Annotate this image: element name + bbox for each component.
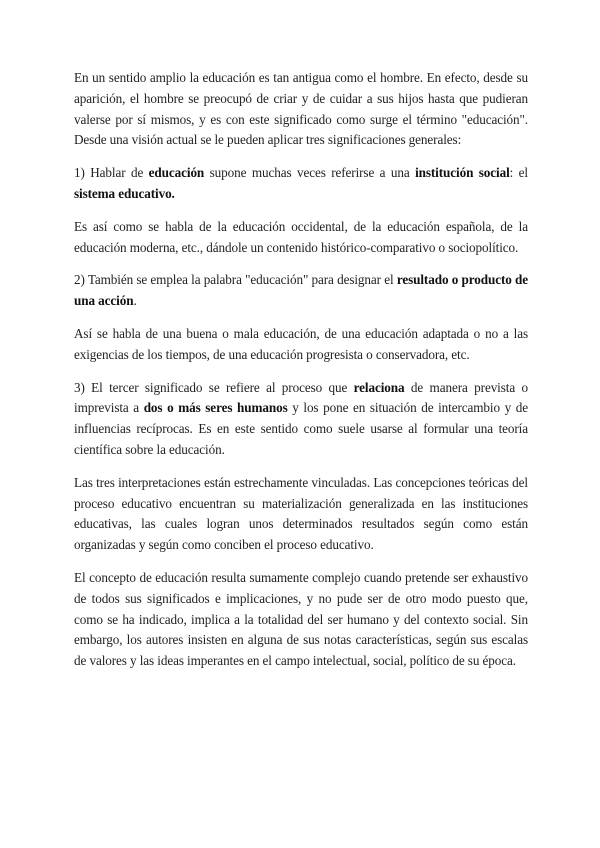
bold-term: educación [148,165,205,181]
text-segment: Es así como se habla de la educación occidental, de la educación española, de la educación moderna, etc., dándole un contenido histórico-comparativo o sociopolítico. [74,218,528,255]
paragraph-meaning-2-example [74,324,528,366]
bold-term: dos o más seres humanos [143,400,288,416]
paragraph-concept [74,568,528,672]
bold-term: institución social [415,165,510,181]
bold-term: sistema educativo. [74,185,175,201]
text-segment: de manera prevista o imprevista a [74,379,528,416]
paragraph-intro [74,68,528,151]
bold-term: relaciona [353,379,405,395]
bold-term: resultado o producto de una acción [74,272,528,309]
document-body [74,68,528,684]
text-segment: Así se habla de una buena o mala educación, de una educación adaptada o no a las exigencias de los tiempos, de una educación progresista o conservadora, etc. [74,325,528,362]
text-segment: Las tres interpretaciones están estrechamente vinculadas. Las concepciones teóricas del proceso educativo encuentran su materialización generalizada en las instituciones educativas, las cuales logran unos determinados resultados según como están organizadas y según como conciben el proceso educativo. [74,474,528,553]
text-segment: . [133,293,137,309]
text-segment: 3) El tercer significado se refiere al proceso que [74,379,354,395]
text-segment: 2) También se emplea la palabra "educación" para designar el [74,272,397,288]
text-segment: supone muchas veces referirse a una [204,165,416,181]
text-segment: 1) Hablar de [74,165,149,181]
paragraph-interpretations [74,473,528,556]
paragraph-meaning-1 [74,163,528,205]
paragraph-meaning-3 [74,378,528,461]
text-segment: y los pone en situación de intercambio y de influencias recíprocas. Es en este sentido como suele usarse al formular una teoría científica sobre la educación. [74,400,528,457]
paragraph-meaning-1-example [74,217,528,259]
paragraph-meaning-2 [74,270,528,312]
text-segment: En un sentido amplio la educación es tan antigua como el hombre. En efecto, desde su aparición, el hombre se preocupó de criar y de cuidar a sus hijos hasta que pudieran valerse por sí mismos, y es con este significado como surge el término "educación". Desde una visión actual se le pueden aplicar tres significaciones generales: [74,70,528,148]
text-segment: : el [509,165,529,181]
text-segment: El concepto de educación resulta sumamente complejo cuando pretende ser exhaustivo de todos sus significados e implicaciones, y no pude ser de otro modo puesto que, como se ha indicado, implica a la totalidad del ser humano y del contexto social. Sin embargo, los autores insisten en alguna de sus notas características, según sus escalas de valores y las ideas imperantes en el campo intelectual, social, político de su época. [74,569,528,669]
